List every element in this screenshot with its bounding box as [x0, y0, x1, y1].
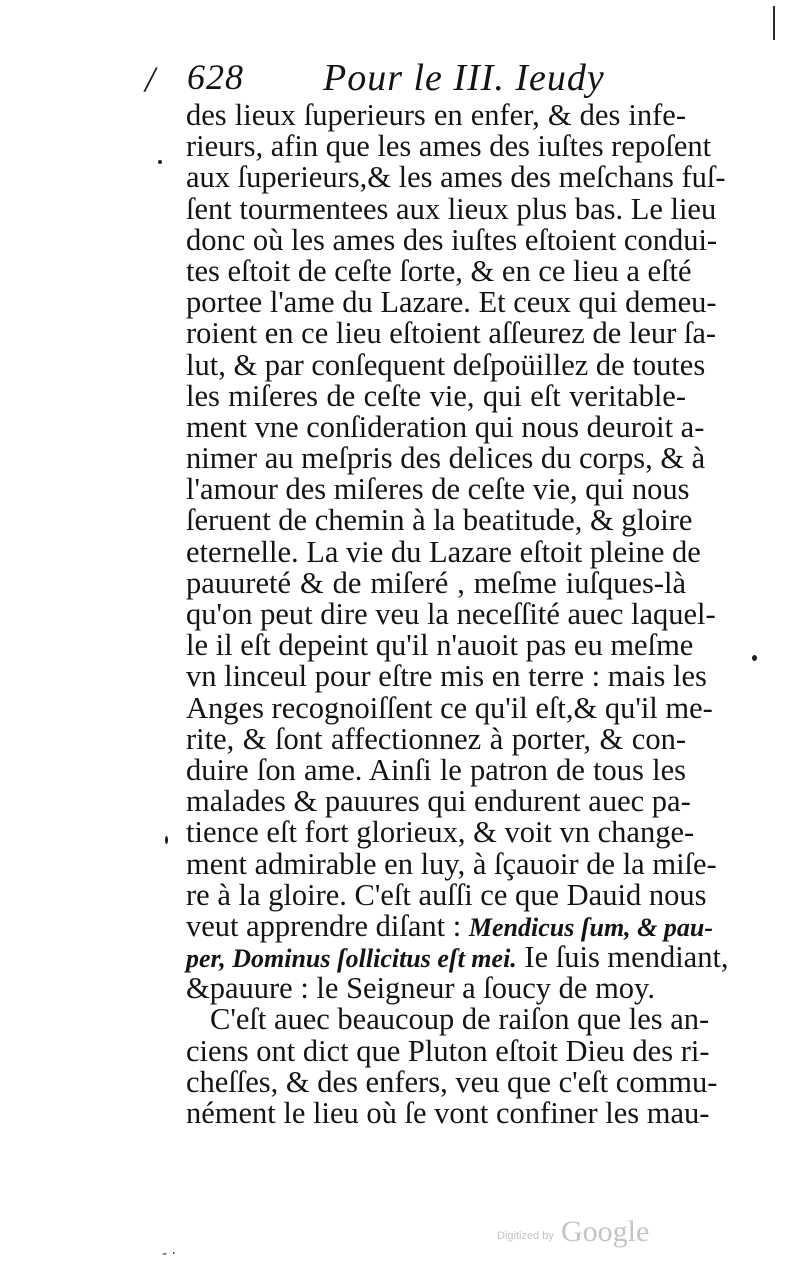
- text-line: ciens ont dict que Pluton eſtoit Dieu des ri-: [186, 1033, 710, 1068]
- text-line: ment admirable en luy, à ſçauoir de la miſe-: [186, 846, 717, 881]
- text-line: lut, & par conſequent deſpoüillez de toutes: [186, 347, 706, 382]
- text-line: nément le lieu où ſe vont confiner les mau-: [186, 1096, 710, 1130]
- footer-marks: - ·: [162, 1246, 176, 1262]
- text-line: roient en ce lieu eſtoient aſſeurez de leur ſa-: [186, 316, 717, 351]
- ink-speck: [158, 160, 162, 164]
- text-line: le il eſt depeint qu'il n'auoit pas eu meſme: [186, 628, 694, 663]
- text-line: donc où les ames des iuſtes eſtoient condui-: [186, 222, 718, 257]
- text-line: tes eſtoit de ceſte ſorte, & en ce lieu a eſté: [186, 253, 692, 288]
- line-text: veut apprendre diſant :: [186, 908, 469, 943]
- text-line: vn linceul pour eſtre mis en terre : mais les: [186, 659, 707, 694]
- text-line: malades & pauures qui endurent auec pa-: [186, 784, 691, 819]
- text-line: ment vne conſideration qui nous deuroit a-: [186, 409, 705, 444]
- google-logo: Google: [561, 1215, 650, 1248]
- text-line: portee l'ame du Lazare. Et ceux qui demeu-: [186, 285, 717, 320]
- text-line: cheſſes, & des enfers, veu que c'eſt commu-: [186, 1064, 718, 1099]
- text-line: aux ſuperieurs,& les ames des meſchans fuſ-: [186, 160, 726, 195]
- text-line: qu'on peut dire veu la neceſſité auec laquel-: [186, 597, 716, 631]
- text-line: &pauure : le Seigneur a ſoucy de moy.: [186, 971, 655, 1006]
- text-line: re à la gloire. C'eſt auſſi ce que Dauid nous: [186, 877, 707, 912]
- watermark-small-text: Digitized by: [497, 1230, 554, 1242]
- text-line-latin: [186, 908, 714, 943]
- text-line: duire ſon ame. Ainſi le patron de tous les: [186, 752, 686, 787]
- digitization-watermark: [497, 1215, 667, 1255]
- margin-mark: /: [145, 59, 156, 99]
- text-line: l'amour des miſeres de ceſte vie, qui nous: [186, 472, 690, 507]
- text-line: ſeruent de chemin à la beatitude, & gloire: [186, 503, 693, 538]
- text-line-latin: [186, 940, 729, 975]
- text-line: rite, & ſont affectionnez à porter, & con-: [186, 721, 686, 756]
- paragraph-start-line: C'eſt auec beaucoup de raiſon que les an-: [210, 1002, 710, 1037]
- ink-speck: [752, 655, 757, 661]
- text-line: nimer au meſpris des delices du corps, & à: [186, 441, 706, 476]
- text-line: Anges recognoiſſent ce qu'il eſt,& qu'il me-: [186, 690, 713, 725]
- text-line: des lieux ſuperieurs en enfer, & des infe-: [186, 98, 686, 132]
- text-line: les miſeres de ceſte vie, qui eſt veritable-: [186, 378, 686, 413]
- body-text: [186, 98, 729, 1130]
- page-number: 628: [187, 57, 244, 97]
- latin-quote: per, Dominus ſollicitus eſt mei.: [186, 944, 517, 974]
- ink-speck: [165, 836, 168, 844]
- text-line: pauureté & de miſeré , meſme iuſques-là: [186, 565, 686, 600]
- text-line: rieurs, afin que les ames des iuſtes repoſent: [186, 129, 712, 164]
- running-title: Pour le III. Ieudy: [323, 57, 605, 99]
- text-line: eternelle. La vie du Lazare eſtoit pleine de: [186, 534, 701, 569]
- line-text: Ie ſuis mendiant,: [516, 940, 729, 975]
- text-line: ſent tourmentees aux lieux plus bas. Le lieu: [186, 191, 717, 226]
- text-line: tience eſt fort glorieux, & voit vn change-: [186, 815, 695, 850]
- latin-quote: Mendicus ſum, & pau-: [468, 912, 714, 942]
- page-edge-line: [773, 6, 775, 40]
